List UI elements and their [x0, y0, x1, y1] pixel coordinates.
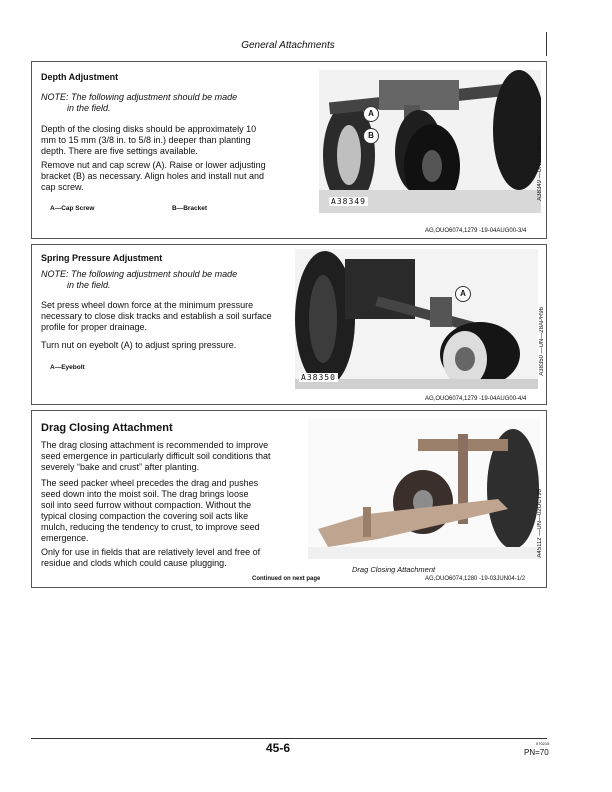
section1-ref: AG,OUO6074,1279 -19-04AUG00-3/4: [425, 228, 527, 234]
depth-adjustment-photo: [319, 70, 541, 213]
callout-a: A: [455, 286, 471, 302]
spring-pressure-photo: [295, 249, 538, 389]
note: NOTE: The following adjustment should be made in the field.: [41, 269, 238, 290]
section-spring-pressure: [31, 244, 547, 405]
section-title: Depth Adjustment: [41, 72, 119, 82]
figure-caption: Drag Closing Attachment: [352, 565, 436, 574]
section-depth-adjustment: [31, 61, 547, 239]
page-number: 45-6: [266, 741, 291, 755]
paragraph-2: Remove nut and cap screw (A). Raise or lower adjusting bracket (B) as necessary. Align holes and install nut and cap screw.: [41, 160, 266, 192]
section-drag-closing: [31, 410, 547, 588]
note: NOTE: The following adjustment should be made in the field.: [41, 92, 238, 113]
part-number: PN=70: [524, 748, 549, 757]
callout-a: A: [363, 106, 379, 122]
callout-b: B: [363, 128, 379, 144]
figure-code: A38350 —UN—28APR96: [539, 307, 545, 376]
header-title: General Attachments: [241, 40, 335, 51]
paragraph-3: Only for use in fields that are relatively level and free of residue and clods which could cause plugging.: [41, 547, 261, 568]
drag-closing-illustration: [308, 419, 540, 574]
legend-a: A—Cap Screw: [50, 205, 95, 212]
paragraph-2: The seed packer wheel precedes the drag and pushes seed down into the moist soil. The drag brings loose soil into seed furrow without compaction. Without the typical closing compaction the covering soil acts like mulch, reducing the tendency to crust, to improve seed emergence.: [41, 478, 260, 543]
section-title: Drag Closing Attachment: [41, 422, 173, 434]
page-header: [0, 40, 576, 51]
header-rule: [546, 32, 547, 56]
footer-rule: [31, 738, 547, 739]
figure-code: A45112 —UN—02OCT98: [537, 489, 543, 558]
section3-ref: AG,OUO6074,1280 -19-03JUN04-1/2: [425, 576, 526, 582]
date-code: 070215: [536, 741, 550, 746]
paragraph-1: The drag closing attachment is recommended to improve seed emergence in particularly difficult soil conditions that severely “bake and crust” after planting.: [41, 440, 271, 472]
figure-id: A38350: [301, 373, 336, 382]
section2-ref: AG,OUO6074,1279 -19-04AUG00-4/4: [425, 396, 527, 402]
figure-id: A38349: [331, 197, 366, 206]
section-title: Spring Pressure Adjustment: [41, 253, 163, 263]
legend-a: A—Eyebolt: [50, 364, 85, 371]
paragraph-2: Turn nut on eyebolt (A) to adjust spring pressure.: [41, 340, 237, 350]
paragraph-1: Set press wheel down force at the minimum pressure necessary to close disk tracks and establish a soil surface profile for proper drainage.: [41, 300, 272, 332]
figure-code: A38349 —UN—17APR97: [537, 132, 543, 201]
legend-b: B—Bracket: [172, 205, 208, 212]
paragraph-1: Depth of the closing disks should be approximately 10 mm to 15 mm (3/8 in. to 5/8 in.) deeper than planting depth. There are five settings available.: [41, 124, 257, 156]
continued-note: Continued on next page: [252, 576, 321, 582]
